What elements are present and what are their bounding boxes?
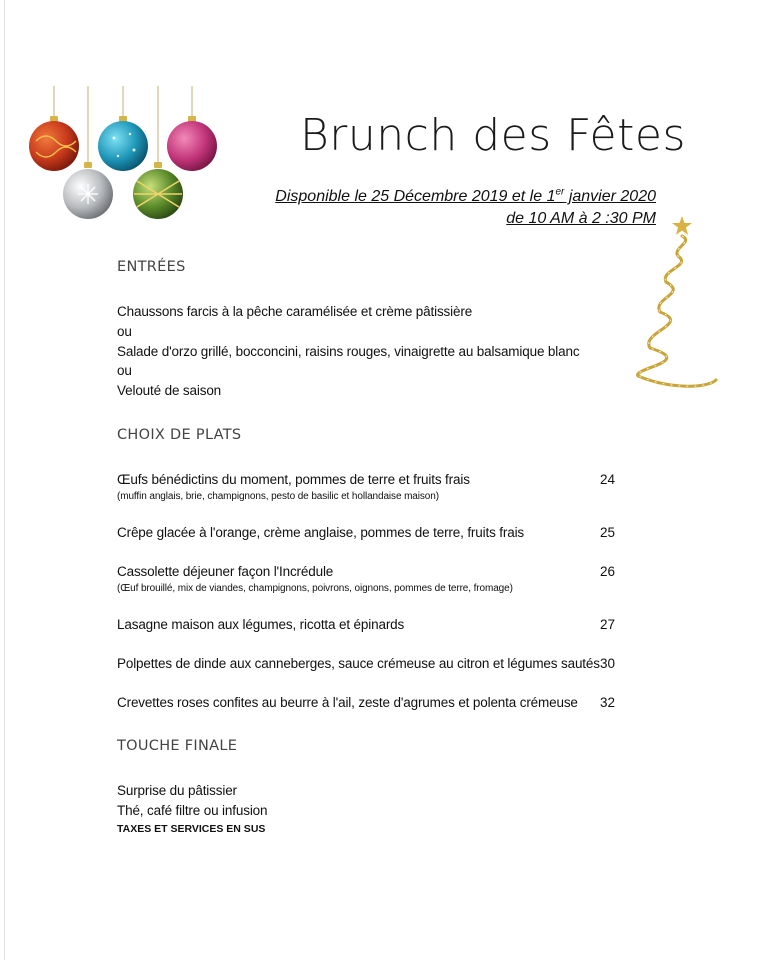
availability bbox=[200, 186, 656, 230]
dish-price: 32 bbox=[599, 695, 615, 710]
dish-detail: (Œuf brouillé, mix de viandes, champignons, poivrons, oignons, pommes de terre, fromage) bbox=[117, 583, 513, 594]
dish-price: 26 bbox=[599, 564, 615, 579]
taxes-note: TAXES ET SERVICES EN SUS bbox=[117, 823, 266, 835]
menu-line: Salade d'orzo grillé, bocconcini, raisins rouges, vinaigrette au balsamique blanc bbox=[117, 344, 580, 359]
christmas-ornaments-icon bbox=[22, 86, 222, 231]
dish-detail: (muffin anglais, brie, champignons, pesto de basilic et hollandaise maison) bbox=[117, 491, 439, 502]
section-title-finale: TOUCHE FINALE bbox=[117, 738, 238, 754]
section-title-plats: CHOIX DE PLATS bbox=[117, 427, 242, 443]
menu-line: Thé, café filtre ou infusion bbox=[117, 803, 268, 818]
menu-line: ou bbox=[117, 363, 132, 378]
availability-hours: de 10 AM à 2 :30 PM bbox=[506, 210, 656, 227]
dish-name: Cassolette déjeuner façon l'Incrédule bbox=[117, 564, 334, 579]
availability-dates: Disponible le 25 Décembre 2019 et le 1er janvier 2020 bbox=[275, 186, 656, 205]
dish-name: Œufs bénédictins du moment, pommes de terre et fruits frais bbox=[117, 472, 470, 487]
section-title-entrees: ENTRÉES bbox=[117, 259, 186, 275]
dish-name: Crevettes roses confites au beurre à l'ail, zeste d'agrumes et polenta crémeuse bbox=[117, 695, 578, 710]
menu-line: Chaussons farcis à la pêche caramélisée et crème pâtissière bbox=[117, 304, 473, 319]
dish-name: Crêpe glacée à l'orange, crème anglaise, pommes de terre, fruits frais bbox=[117, 525, 525, 540]
menu-line: ou bbox=[117, 324, 132, 339]
dish-price: 25 bbox=[599, 525, 615, 540]
dish-name: Lasagne maison aux légumes, ricotta et épinards bbox=[117, 617, 405, 632]
dish-name: Polpettes de dinde aux canneberges, sauce crémeuse au citron et légumes sautés bbox=[117, 656, 600, 671]
page-edge bbox=[4, 0, 5, 960]
menu-line: Surprise du pâtissier bbox=[117, 783, 237, 798]
page-title: Brunch des Fêtes bbox=[300, 110, 686, 161]
dish-price: 27 bbox=[599, 617, 615, 632]
dish-price: 30 bbox=[599, 656, 615, 671]
christmas-tree-spiral-icon bbox=[622, 212, 722, 397]
menu-line: Velouté de saison bbox=[117, 383, 222, 398]
dish-price: 24 bbox=[599, 472, 615, 487]
